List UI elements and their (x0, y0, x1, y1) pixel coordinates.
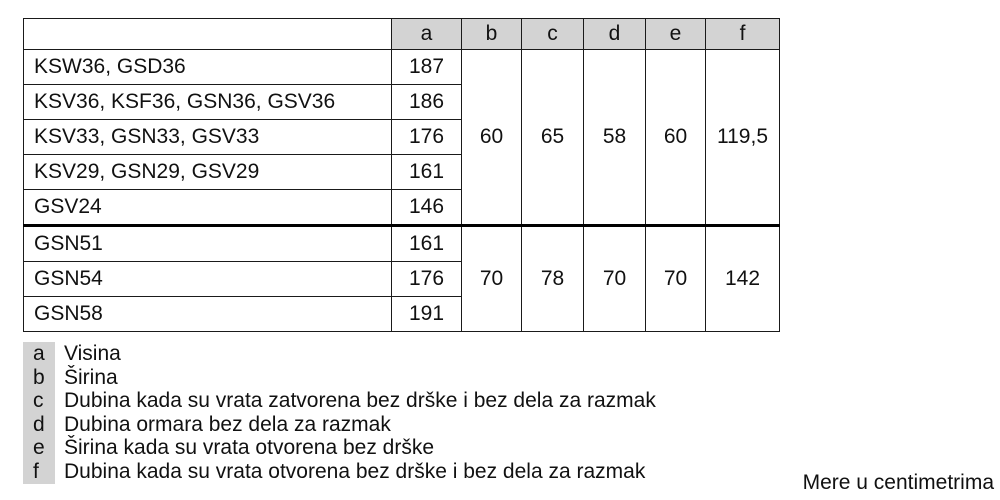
table-row (24, 226, 780, 262)
model-cell: GSV24 (24, 190, 392, 226)
width-open-cell: 60 (646, 50, 706, 226)
legend-text: Širina kada su vrata otvorena bez drške (64, 436, 435, 460)
legend-key: c (23, 389, 55, 413)
depth-closed-cell: 65 (522, 50, 584, 226)
legend-text: Širina (64, 365, 118, 389)
model-cell: KSV29, GSN29, GSV29 (24, 155, 392, 190)
legend-text: Visina (64, 342, 121, 365)
header-e: e (646, 19, 706, 50)
legend-item (23, 342, 763, 366)
width-cell: 60 (462, 50, 522, 226)
model-cell: KSV33, GSN33, GSV33 (24, 120, 392, 155)
height-cell: 191 (392, 297, 462, 332)
legend-item (23, 436, 763, 460)
header-b: b (462, 19, 522, 50)
width-open-cell: 70 (646, 226, 706, 332)
height-cell: 161 (392, 155, 462, 190)
height-cell: 146 (392, 190, 462, 226)
legend-text: Dubina kada su vrata zatvorena bez drške i bez dela za razmak (64, 389, 656, 413)
table-row (24, 50, 780, 85)
header-a: a (392, 19, 462, 50)
legend-item (23, 366, 763, 390)
unit-note: Mere u centimetrima (802, 471, 994, 494)
model-cell: GSN51 (24, 226, 392, 262)
header-model (24, 19, 392, 50)
height-cell: 186 (392, 85, 462, 120)
depth-open-cell: 142 (706, 226, 780, 332)
depth-closed-cell: 78 (522, 226, 584, 332)
dimensions-table (23, 18, 780, 332)
legend-text: Dubina ormara bez dela za razmak (64, 412, 391, 436)
height-cell: 176 (392, 262, 462, 297)
header-c: c (522, 19, 584, 50)
legend-key: d (23, 413, 55, 437)
legend-key: e (23, 436, 55, 460)
legend-item (23, 460, 763, 484)
legend-key: a (23, 342, 55, 366)
model-cell: KSV36, KSF36, GSN36, GSV36 (24, 85, 392, 120)
cabinet-depth-cell: 70 (584, 226, 646, 332)
legend-key: b (23, 366, 55, 390)
legend (23, 342, 763, 484)
legend-item (23, 389, 763, 413)
legend-item (23, 413, 763, 437)
header-f: f (706, 19, 780, 50)
legend-key: f (23, 460, 55, 484)
model-cell: KSW36, GSD36 (24, 50, 392, 85)
header-row (24, 19, 780, 50)
height-cell: 161 (392, 226, 462, 262)
legend-text: Dubina kada su vrata otvorena bez drške i bez dela za razmak (64, 459, 646, 483)
model-cell: GSN58 (24, 297, 392, 332)
height-cell: 176 (392, 120, 462, 155)
cabinet-depth-cell: 58 (584, 50, 646, 226)
model-cell: GSN54 (24, 262, 392, 297)
header-d: d (584, 19, 646, 50)
height-cell: 187 (392, 50, 462, 85)
depth-open-cell: 119,5 (706, 50, 780, 226)
width-cell: 70 (462, 226, 522, 332)
